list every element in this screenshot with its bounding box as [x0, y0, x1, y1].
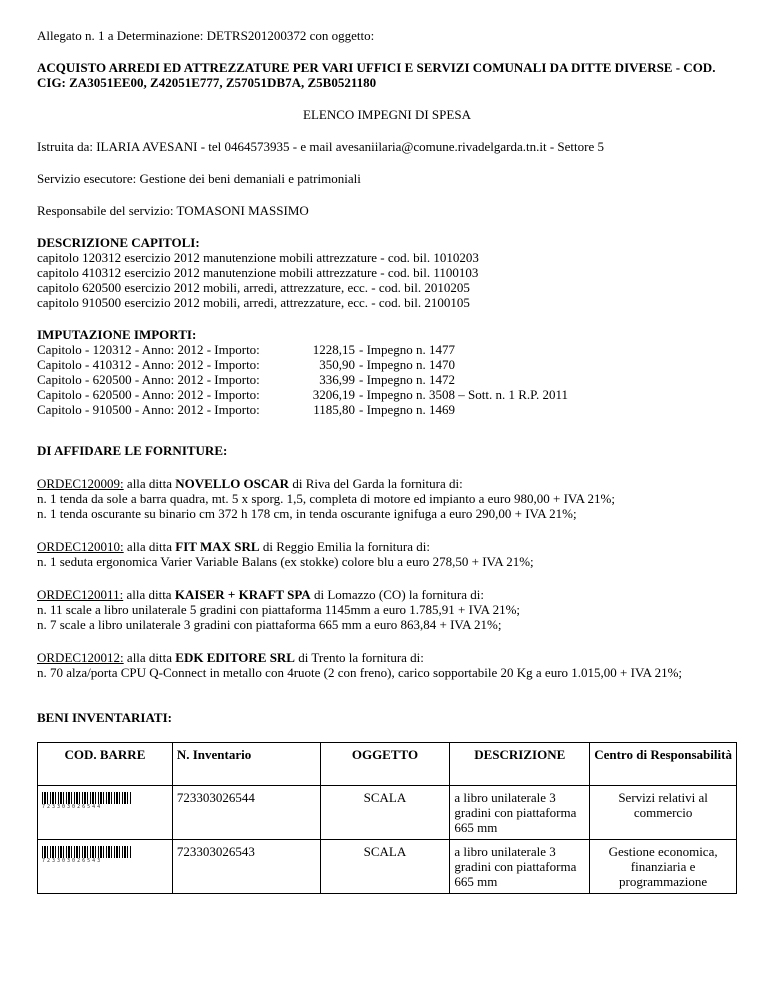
beni-table	[37, 742, 737, 894]
order-line: n. 1 tenda oscurante su binario cm 372 h 178 cm, in tenda oscurante ignifuga a euro 290,00 + IVA 21%;	[37, 506, 577, 521]
order-block	[37, 539, 737, 569]
order-code: ORDEC120010:	[37, 539, 124, 554]
order-intro	[37, 539, 737, 554]
imputazione-row	[37, 387, 737, 402]
centro-cell: Gestione economica, finanziaria e programmazione	[590, 840, 737, 894]
imputazione-impegno: - Impegno n. 3508 – Sott. n. 1 R.P. 2011	[359, 387, 568, 402]
allegato-line: Allegato n. 1 a Determinazione: DETRS201200372 con oggetto:	[37, 28, 375, 43]
document-title: ACQUISTO ARREDI ED ATTREZZATURE PER VARI UFFICI E SERVIZI COMUNALI DA DITTE DIVERSE - COD. CIG: ZA3051EE00, Z42051E777, Z57051DB7A, Z5B0521180	[37, 60, 716, 90]
oggetto-cell: SCALA	[320, 840, 450, 894]
order-company: KAISER + KRAFT SPA	[174, 587, 311, 602]
istruita-line: Istruita da: ILARIA AVESANI - tel 0464573935 - e mail avesaniilaria@comune.rivadelgarda.tn.it - Settore 5	[37, 139, 604, 154]
elenco-heading: ELENCO IMPEGNI DI SPESA	[303, 107, 471, 122]
imputazione-label: Capitolo - 120312 - Anno: 2012 - Importo:	[37, 342, 260, 357]
barcode-cell	[38, 786, 173, 840]
order-pre: alla ditta	[123, 587, 175, 602]
capitolo-line: capitolo 910500 esercizio 2012 mobili, arredi, attrezzature, ecc. - cod. bil. 2100105	[37, 295, 470, 310]
order-line: n. 1 seduta ergonomica Varier Variable Balans (ex stokke) colore blu a euro 278,50 + IVA 21%;	[37, 554, 534, 569]
order-line: n. 7 scale a libro unilaterale 3 gradini con piattaforma 665 mm a euro 863,84 + IVA 21%;	[37, 617, 502, 632]
imputazione-row	[37, 402, 737, 417]
column-header: OGGETTO	[320, 743, 450, 786]
capitoli-section	[37, 235, 737, 310]
imputazione-impegno: - Impegno n. 1472	[359, 372, 456, 387]
order-block	[37, 476, 737, 521]
inventario-cell: 723303026544	[172, 786, 320, 840]
imputazione-row	[37, 372, 737, 387]
order-post: di Lomazzo (CO) la fornitura di:	[310, 587, 484, 602]
imputazione-amount: 1185,80	[313, 402, 355, 417]
order-code: ORDEC120012:	[37, 650, 124, 665]
imputazione-label: Capitolo - 910500 - Anno: 2012 - Importo:	[37, 402, 260, 417]
imputazione-label: Capitolo - 410312 - Anno: 2012 - Importo:	[37, 357, 260, 372]
oggetto-cell: SCALA	[320, 786, 450, 840]
barcode-digits: 723303026544	[42, 804, 103, 810]
order-code: ORDEC120009:	[37, 476, 124, 491]
capitoli-heading: DESCRIZIONE CAPITOLI:	[37, 235, 200, 250]
imputazione-impegno: - Impegno n. 1469	[359, 402, 456, 417]
barcode-digits: 723303026543	[42, 858, 103, 864]
capitolo-line: capitolo 620500 esercizio 2012 mobili, arredi, attrezzature, ecc. - cod. bil. 2010205	[37, 280, 470, 295]
capitolo-line: capitolo 410312 esercizio 2012 manutenzione mobili attrezzature - cod. bil. 1100103	[37, 265, 479, 280]
imputazione-section	[37, 327, 737, 417]
centro-cell: Servizi relativi al commercio	[590, 786, 737, 840]
order-pre: alla ditta	[123, 539, 176, 554]
table-row	[38, 786, 737, 840]
descrizione-cell: a libro unilaterale 3 gradini con piattaforma 665 mm	[450, 840, 590, 894]
servizio-line: Servizio esecutore: Gestione dei beni demaniali e patrimoniali	[37, 171, 361, 186]
order-line: n. 70 alza/porta CPU Q-Connect in metallo con 4ruote (2 con freno), carico sopportabile 20 Kg a euro 1.015,00 + IVA 21%;	[37, 665, 683, 680]
capitolo-line: capitolo 120312 esercizio 2012 manutenzione mobili attrezzature - cod. bil. 1010203	[37, 250, 479, 265]
order-post: di Trento la fornitura di:	[294, 650, 424, 665]
imputazione-amount: 1228,15	[312, 342, 355, 357]
order-code: ORDEC120011:	[37, 587, 124, 602]
column-header: DESCRIZIONE	[450, 743, 590, 786]
column-header: N. Inventario	[172, 743, 320, 786]
imputazione-amount: 350,90	[319, 357, 355, 372]
order-pre: alla ditta	[123, 476, 176, 491]
imputazione-label: Capitolo - 620500 - Anno: 2012 - Importo:	[37, 387, 260, 402]
order-company: NOVELLO OSCAR	[175, 476, 290, 491]
barcode-image	[42, 846, 132, 858]
order-company: FIT MAX SRL	[175, 539, 260, 554]
imputazione-heading: IMPUTAZIONE IMPORTI:	[37, 327, 197, 342]
column-header: COD. BARRE	[38, 743, 173, 786]
imputazione-impegno: - Impegno n. 1470	[359, 357, 456, 372]
order-line: n. 1 tenda da sole a barra quadra, mt. 5 x sporg. 1,5, completa di motore ed impianto a euro 980,00 + IVA 21%;	[37, 491, 615, 506]
imputazione-label: Capitolo - 620500 - Anno: 2012 - Importo:	[37, 372, 260, 387]
order-pre: alla ditta	[123, 650, 176, 665]
responsabile-line: Responsabile del servizio: TOMASONI MASSIMO	[37, 203, 309, 218]
order-intro	[37, 650, 737, 665]
descrizione-cell: a libro unilaterale 3 gradini con piattaforma 665 mm	[450, 786, 590, 840]
order-block	[37, 650, 737, 680]
imputazione-row	[37, 342, 737, 357]
column-header: Centro di Responsabilità	[590, 743, 737, 786]
imputazione-amount: 3206,19	[312, 387, 355, 402]
order-block	[37, 587, 737, 632]
imputazione-amount: 336,99	[319, 372, 355, 387]
order-post: di Riva del Garda la fornitura di:	[289, 476, 463, 491]
table-row	[38, 840, 737, 894]
inventario-cell: 723303026543	[172, 840, 320, 894]
order-line: n. 11 scale a libro unilaterale 5 gradini con piattaforma 1145mm a euro 1.785,91 + IVA 21%;	[37, 602, 521, 617]
imputazione-impegno: - Impegno n. 1477	[359, 342, 456, 357]
barcode-image	[42, 792, 132, 804]
table-header-row	[38, 743, 737, 786]
order-intro	[37, 587, 737, 602]
order-intro	[37, 476, 737, 491]
affidare-heading: DI AFFIDARE LE FORNITURE:	[37, 443, 228, 458]
document-page	[37, 28, 737, 894]
order-company: EDK EDITORE SRL	[175, 650, 295, 665]
order-post: di Reggio Emilia la fornitura di:	[259, 539, 430, 554]
imputazione-row	[37, 357, 737, 372]
barcode-cell	[38, 840, 173, 894]
beni-heading: BENI INVENTARIATI:	[37, 710, 172, 725]
